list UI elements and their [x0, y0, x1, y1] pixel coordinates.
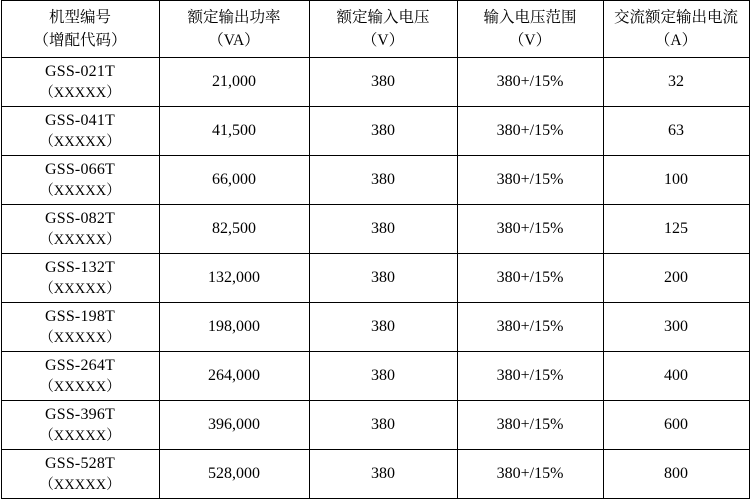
table-row: [1, 450, 749, 499]
table-row: [1, 58, 749, 107]
column-header-power: [159, 1, 309, 58]
column-header-power-line2: （VA）: [208, 32, 260, 49]
model-code: GSS-132T: [44, 258, 116, 276]
cell-model: [1, 450, 159, 499]
cell-voltage: 380: [309, 303, 457, 352]
cell-current: 125: [603, 205, 749, 254]
model-code: GSS-528T: [44, 454, 116, 472]
column-header-range-line1: 输入电压范围: [483, 8, 577, 26]
cell-power: 82,500: [159, 205, 309, 254]
table-row: [1, 303, 749, 352]
cell-voltage: 380: [309, 450, 457, 499]
model-option-code: （XXXXX）: [39, 379, 121, 396]
table-row: [1, 401, 749, 450]
cell-voltage: 380: [309, 205, 457, 254]
cell-model: [1, 58, 159, 107]
cell-range: 380+/15%: [457, 58, 603, 107]
model-option-code: （XXXXX）: [39, 183, 121, 200]
table-row: [1, 156, 749, 205]
cell-voltage: 380: [309, 156, 457, 205]
column-header-voltage: [309, 1, 457, 58]
table-row: [1, 205, 749, 254]
cell-model: [1, 401, 159, 450]
model-option-code: （XXXXX）: [39, 232, 121, 249]
column-header-current: [603, 1, 749, 58]
cell-current: 600: [603, 401, 749, 450]
model-code: GSS-066T: [44, 160, 116, 178]
cell-range: 380+/15%: [457, 401, 603, 450]
cell-model: [1, 254, 159, 303]
cell-voltage: 380: [309, 58, 457, 107]
cell-current: 32: [603, 58, 749, 107]
cell-current: 800: [603, 450, 749, 499]
cell-range: 380+/15%: [457, 156, 603, 205]
model-code: GSS-198T: [44, 307, 116, 325]
model-code: GSS-021T: [44, 62, 116, 80]
cell-model: [1, 156, 159, 205]
column-header-model-line1: 机型编号: [48, 8, 111, 26]
cell-model: [1, 205, 159, 254]
model-option-code: （XXXXX）: [39, 281, 121, 298]
cell-range: 380+/15%: [457, 352, 603, 401]
cell-range: 380+/15%: [457, 205, 603, 254]
cell-voltage: 380: [309, 107, 457, 156]
model-option-code: （XXXXX）: [39, 477, 121, 494]
cell-voltage: 380: [309, 401, 457, 450]
cell-power: 396,000: [159, 401, 309, 450]
column-header-power-line1: 额定输出功率: [187, 8, 281, 26]
cell-current: 100: [603, 156, 749, 205]
cell-current: 300: [603, 303, 749, 352]
column-header-voltage-line2: （V）: [361, 32, 405, 49]
model-option-code: （XXXXX）: [39, 85, 121, 102]
cell-power: 41,500: [159, 107, 309, 156]
cell-power: 132,000: [159, 254, 309, 303]
column-header-model: [1, 1, 159, 58]
cell-range: 380+/15%: [457, 254, 603, 303]
specification-table: [1, 0, 750, 499]
cell-power: 528,000: [159, 450, 309, 499]
table-row: [1, 107, 749, 156]
cell-voltage: 380: [309, 254, 457, 303]
table-row: [1, 254, 749, 303]
cell-power: 66,000: [159, 156, 309, 205]
model-code: GSS-082T: [44, 209, 116, 227]
cell-model: [1, 303, 159, 352]
cell-power: 21,000: [159, 58, 309, 107]
cell-range: 380+/15%: [457, 107, 603, 156]
model-option-code: （XXXXX）: [39, 134, 121, 151]
cell-power: 198,000: [159, 303, 309, 352]
table-body: [1, 58, 749, 499]
cell-power: 264,000: [159, 352, 309, 401]
column-header-current-line1: 交流额定输出电流: [613, 8, 738, 26]
cell-current: 200: [603, 254, 749, 303]
column-header-range: [457, 1, 603, 58]
column-header-range-line2: （V）: [508, 32, 552, 49]
model-code: GSS-264T: [44, 356, 116, 374]
cell-range: 380+/15%: [457, 450, 603, 499]
cell-range: 380+/15%: [457, 303, 603, 352]
model-option-code: （XXXXX）: [39, 428, 121, 445]
cell-model: [1, 107, 159, 156]
cell-voltage: 380: [309, 352, 457, 401]
column-header-current-line2: （A）: [654, 32, 698, 49]
column-header-voltage-line1: 额定输入电压: [336, 8, 430, 26]
table-header: [1, 1, 749, 58]
model-option-code: （XXXXX）: [39, 330, 121, 347]
cell-model: [1, 352, 159, 401]
cell-current: 400: [603, 352, 749, 401]
table-row: [1, 352, 749, 401]
column-header-model-line2: （增配代码）: [33, 32, 127, 49]
model-code: GSS-041T: [44, 111, 116, 129]
model-code: GSS-396T: [44, 405, 116, 423]
cell-current: 63: [603, 107, 749, 156]
table-header-row: [1, 1, 749, 58]
